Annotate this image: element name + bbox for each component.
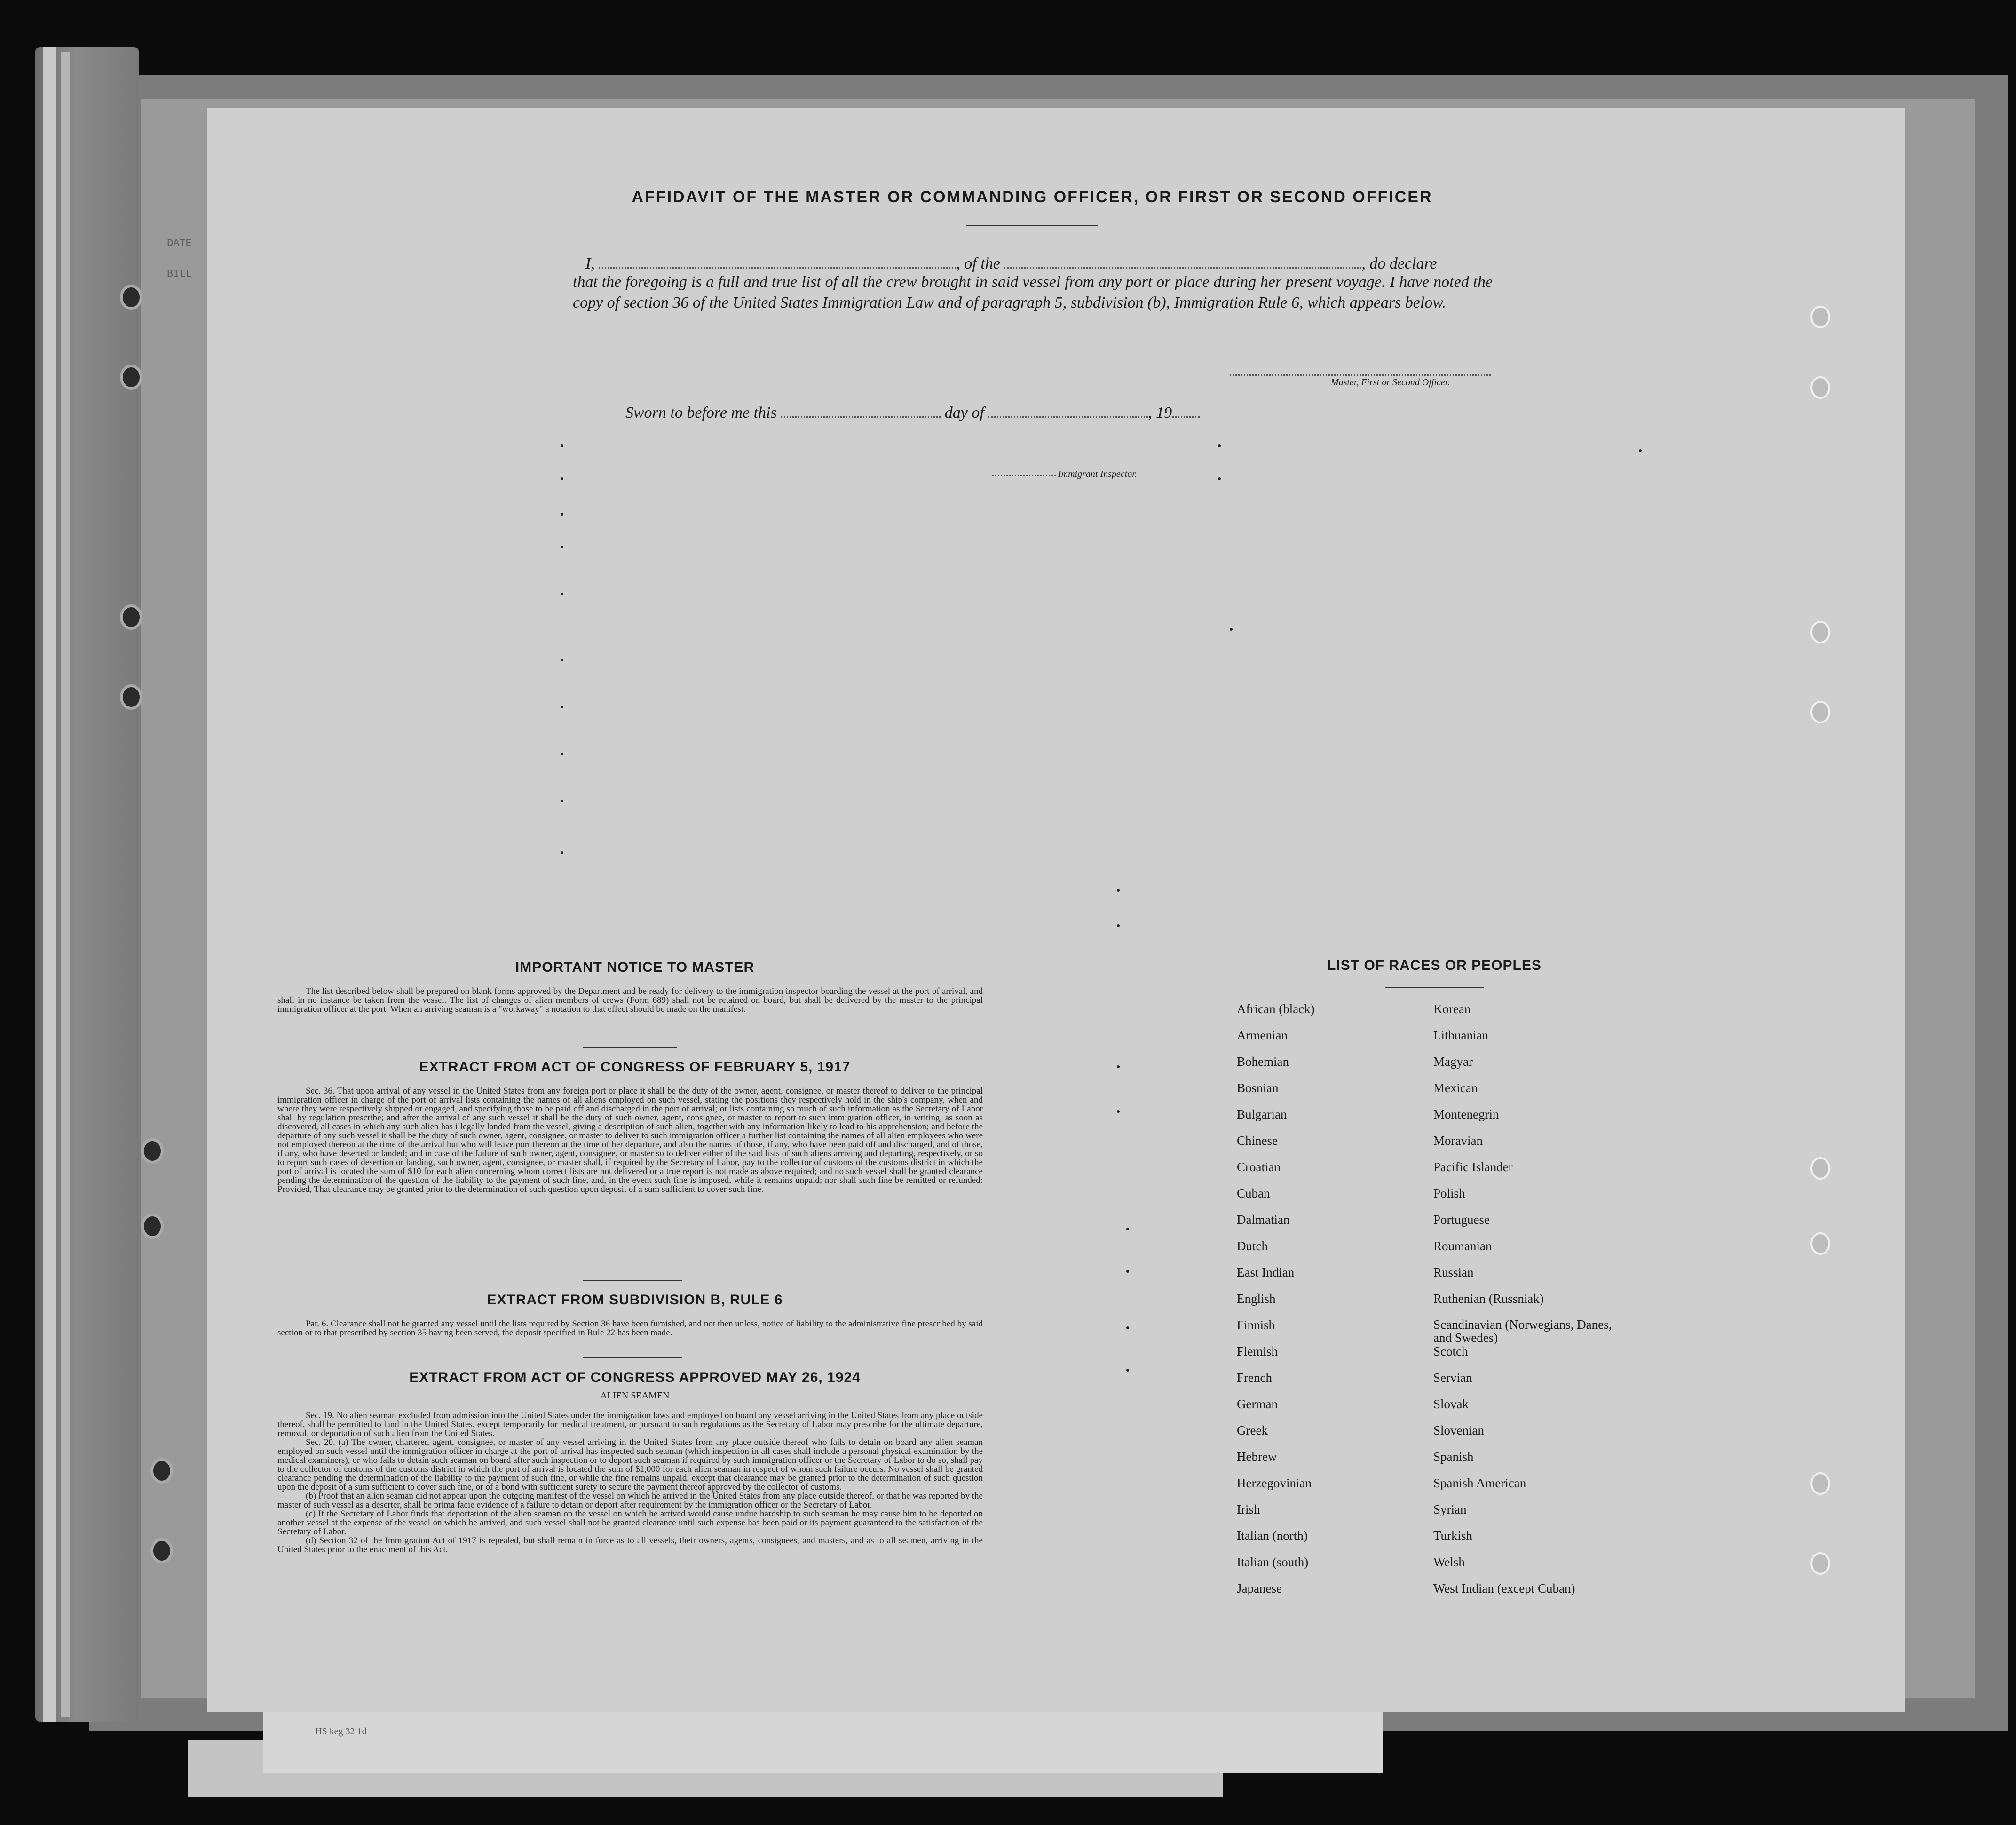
extract-1924-paragraph: Sec. 19. No alien seaman excluded from admission into the United States under the immigration laws and employed on board any vessel arriving in the United States from any place outside thereof, shall be permitted to land in the United States, except temporarily for medical treatment, or pursuant to such regulations as the Secretary of Labor may prescribe for the ultimate departure, removal, or deportation of such alien from the United States. xyxy=(277,1411,983,1438)
extract-1917-title: EXTRACT FROM ACT OF CONGRESS OF FEBRUARY 5, 1917 xyxy=(419,1059,851,1075)
affidavit-title: AFFIDAVIT OF THE MASTER OR COMMANDING OFFICER, OR FIRST OR SECOND OFFICER xyxy=(632,188,1433,206)
do-declare-label: , do declare xyxy=(1361,255,1437,272)
punch-hole xyxy=(1810,376,1830,399)
day-of-label: day of xyxy=(944,404,984,421)
race-left: Bulgarian xyxy=(1237,1107,1287,1121)
race-left: Hebrew xyxy=(1237,1450,1277,1464)
punch-hole xyxy=(1810,701,1830,723)
sworn-label: Sworn to before me this xyxy=(625,404,777,421)
name-blank[interactable] xyxy=(599,254,956,269)
speck xyxy=(561,593,563,595)
speck xyxy=(1126,1270,1129,1273)
declaration-line xyxy=(585,254,1437,273)
race-right: Syrian xyxy=(1433,1502,1467,1516)
speck xyxy=(1126,1369,1129,1372)
race-left: Italian (south) xyxy=(1237,1555,1309,1569)
binder-hole xyxy=(120,365,142,390)
punch-hole xyxy=(1810,1552,1830,1575)
race-right: Lithuanian xyxy=(1433,1028,1488,1042)
speck xyxy=(561,444,563,447)
race-right: Korean xyxy=(1433,1002,1471,1016)
race-left: Armenian xyxy=(1237,1028,1288,1042)
notice-paragraph: The list described below shall be prepared on blank forms approved by the Department and be ready for delivery to the immigration inspector boarding the vessel at the port of arrival, and shall in no instance be taken from the vessel. The list of changes of alien members of crews (Form 689) shall not be retained on board, but shall be delivered by the master to the principal immigration officer at the port. When an arriving seaman is a "workaway" a notation to that effect should be made on the manifest. xyxy=(277,986,983,1014)
speck xyxy=(1230,628,1233,631)
race-right: Ruthenian (Russniak) xyxy=(1433,1292,1544,1306)
notice-text xyxy=(277,987,983,1014)
race-left: Dalmatian xyxy=(1237,1213,1290,1227)
punch-hole xyxy=(1810,306,1830,328)
race-row xyxy=(1237,1318,1660,1344)
speck xyxy=(1218,477,1221,480)
race-left: Croatian xyxy=(1237,1160,1281,1174)
divider xyxy=(1385,987,1484,988)
binder-strip xyxy=(43,47,56,1722)
binder-hole xyxy=(150,1538,173,1563)
punch-hole xyxy=(1810,1472,1830,1495)
race-row xyxy=(1237,1160,1660,1186)
divider xyxy=(583,1047,677,1048)
race-row xyxy=(1237,1081,1660,1107)
binder-hole xyxy=(120,604,142,630)
divider xyxy=(583,1357,682,1358)
sworn-line xyxy=(625,403,1200,422)
speck xyxy=(561,851,563,854)
speck xyxy=(561,706,563,708)
title-rule xyxy=(966,225,1098,226)
race-row xyxy=(1237,1450,1660,1476)
speck xyxy=(1117,889,1120,892)
race-row xyxy=(1237,1581,1660,1608)
race-left: Cuban xyxy=(1237,1186,1270,1200)
race-right: Moravian xyxy=(1433,1134,1483,1148)
extract-1917-paragraph: Sec. 36. That upon arrival of any vessel in the United States from any foreign port or place it shall be the duty of the owner, agent, consignee, or master thereof to deliver to the principal immigration officer in charge of the port of arrival lists containing the names of all aliens employed on such vessel, stating the positions they respectively hold in the ship's company, when and where they were respectively shipped or engaged, and specifying those to be paid off and discharged in the port of arrival; or lists containing so much of such information as the Secretary of Labor shall by regulation prescribe; and after the arrival of any such vessel it shall be the duty of such owner, agent, consignee, or master to report to such immigration officer, in writing, as soon as discovered, all cases in which any such alien has illegally landed from the vessel, giving a description of such alien, together with any information likely to lead to his apprehension; and before the departure of any such vessel it shall be the duty of such owner, agent, consignee, or master to deliver to such immigration officer a further list containing the names of all alien employees who were not employed thereon at the time of the arrival but who will leave port thereon at the time of her departure, and also the names of those, if any, who have been paid off and discharged, and of those, if any, who have deserted or landed; and in case of the failure of such owner, agent, consignee, or master so to deliver either of the said lists of such aliens arriving and departing, respectively, or so to report such cases of desertion or landing, such owner, agent, consignee, or master shall, if required by the Secretary of Labor, pay to the collector of customs of the customs district in which the port of arrival is located the sum of $10 for each alien concerning whom correct lists are not delivered or a true report is not made as above required; and no such vessel shall be granted clearance pending the determination of the question of the liability to the payment of such fine, and, in the event such fine is imposed, while it remains unpaid; nor shall such fine be remitted or refunded: Provided, That clearance may be granted prior to the determination of such question upon deposit of a sum sufficient to cover such fine. xyxy=(277,1086,983,1194)
race-left: English xyxy=(1237,1292,1276,1306)
of-the-label: , of the xyxy=(956,255,1000,272)
race-left: Bohemian xyxy=(1237,1055,1289,1069)
extract-1924-paragraph: Sec. 20. (a) The owner, charterer, agent, consignee, or master of any vessel arriving in the United States from any place outside thereof who fails to detain on board any alien seaman employed on such vessel until the immigration officer in charge at the port of arrival has inspected such seaman (which inspection in all cases shall include a personal physical examination by the medical examiners), or who fails to detain such seaman on board after such inspection or to deport such seaman if required by such immigration officer or the Secretary of Labor to do so, shall pay to the collector of customs of the customs district in which the port of arrival is located the sum of $1,000 for each alien seaman in respect of whom such failure occurs. No vessel shall be granted clearance pending the determination of the liability to the payment of such fine, or while the fine remains unpaid, except that clearance may be granted prior to the determination of such question upon the deposit of a sum sufficient to cover such fine, or of a bond with sufficient surety to secure the payment thereof approved by the collector of customs. xyxy=(277,1437,983,1492)
binder-hole xyxy=(150,1458,173,1484)
race-row xyxy=(1237,1397,1660,1423)
race-row xyxy=(1237,1239,1660,1265)
punch-hole xyxy=(1810,621,1830,643)
year-label: , 19 xyxy=(1148,404,1172,421)
race-row xyxy=(1237,1186,1660,1213)
extract-1917-text xyxy=(277,1087,983,1194)
race-right: Montenegrin xyxy=(1433,1107,1499,1121)
race-row xyxy=(1237,1002,1660,1028)
race-row xyxy=(1237,1055,1660,1081)
race-row xyxy=(1237,1028,1660,1055)
ghost-text-bill: BILL xyxy=(167,268,192,280)
race-right: Turkish xyxy=(1433,1529,1473,1543)
bottom-slip xyxy=(263,1703,1383,1773)
inspector-label: Immigrant Inspector. xyxy=(1058,469,1137,479)
race-row xyxy=(1237,1213,1660,1239)
race-left: African (black) xyxy=(1237,1002,1315,1016)
divider xyxy=(583,1280,682,1281)
race-row xyxy=(1237,1476,1660,1502)
extract-rule6-title: EXTRACT FROM SUBDIVISION B, RULE 6 xyxy=(487,1292,783,1308)
race-left: Greek xyxy=(1237,1423,1268,1437)
race-right: Servian xyxy=(1433,1371,1472,1385)
extract-1924-paragraph: (d) Section 32 of the Immigration Act of 1917 is repealed, but shall remain in force as to all vessels, their owners, agents, consignees, and masters, and as to all seamen, arriving in the United States prior to the enactment of this Act. xyxy=(277,1536,983,1555)
race-right: Russian xyxy=(1433,1265,1474,1279)
speck xyxy=(1117,1110,1120,1113)
binder-hole xyxy=(141,1138,164,1164)
notice-title: IMPORTANT NOTICE TO MASTER xyxy=(515,960,755,975)
race-left: Finnish xyxy=(1237,1318,1275,1332)
race-row xyxy=(1237,1529,1660,1555)
race-row xyxy=(1237,1371,1660,1397)
race-left: French xyxy=(1237,1371,1272,1385)
year-blank[interactable] xyxy=(1172,403,1200,418)
race-right: Slovenian xyxy=(1433,1423,1484,1437)
extract-1924-subtitle: ALIEN SEAMEN xyxy=(600,1390,670,1401)
vessel-blank[interactable] xyxy=(1004,254,1361,269)
speck xyxy=(1218,444,1221,447)
race-right: Pacific Islander xyxy=(1433,1160,1513,1174)
race-left: Dutch xyxy=(1237,1239,1268,1253)
race-left: Italian (north) xyxy=(1237,1529,1308,1543)
extract-1924-paragraph: (b) Proof that an alien seaman did not appear upon the outgoing manifest of the vessel on which he arrived in the United States from any place outside thereof, or that he was reported by the master of such vessel as a deserter, shall be prima facie evidence of a failure to detain or deport after requirement by the immigration officer or the Secretary of Labor. xyxy=(277,1491,983,1510)
race-right: Welsh xyxy=(1433,1555,1465,1569)
i-label: I, xyxy=(585,255,595,272)
speck xyxy=(1639,449,1642,452)
race-row xyxy=(1237,1344,1660,1371)
speck xyxy=(1126,1228,1129,1230)
race-row xyxy=(1237,1502,1660,1529)
extract-rule6-text xyxy=(277,1319,983,1337)
extract-1924-text xyxy=(277,1411,983,1554)
punch-hole xyxy=(1810,1232,1830,1255)
race-row xyxy=(1237,1423,1660,1450)
speck xyxy=(561,659,563,661)
speck xyxy=(1117,924,1120,927)
race-left: Herzegovinian xyxy=(1237,1476,1312,1490)
speck xyxy=(561,513,563,516)
race-row xyxy=(1237,1555,1660,1581)
speck xyxy=(561,800,563,802)
race-left: East Indian xyxy=(1237,1265,1295,1279)
speck xyxy=(561,753,563,755)
race-right: Spanish American xyxy=(1433,1476,1526,1490)
race-right: Mexican xyxy=(1433,1081,1478,1095)
race-left: German xyxy=(1237,1397,1278,1411)
day-blank[interactable] xyxy=(781,403,941,418)
race-right: Slovak xyxy=(1433,1397,1469,1411)
race-left: Japanese xyxy=(1237,1581,1282,1595)
month-blank[interactable] xyxy=(988,403,1148,418)
race-right: Spanish xyxy=(1433,1450,1474,1464)
race-right: Scotch xyxy=(1433,1344,1468,1358)
race-right: Scandinavian (Norwegians, Danes, and Swedes) xyxy=(1433,1317,1612,1345)
extract-rule6-paragraph: Par. 6. Clearance shall not be granted any vessel until the lists required by Section 36 have been furnished, and not then unless, notice of liability to the administrative fine prescribed by said section or to that prescribed by section 35 having been served, the deposit specified in Rule 22 has been made. xyxy=(277,1319,983,1338)
signature-line[interactable] xyxy=(1230,366,1491,378)
race-left: Bosnian xyxy=(1237,1081,1279,1095)
race-right: Roumanian xyxy=(1433,1239,1492,1253)
binder-hole xyxy=(120,684,142,710)
race-row xyxy=(1237,1292,1660,1318)
speck xyxy=(561,477,563,480)
speck xyxy=(561,546,563,548)
race-left: Flemish xyxy=(1237,1344,1278,1358)
race-left: Chinese xyxy=(1237,1134,1278,1148)
binder-strip-inner xyxy=(61,52,70,1717)
slip-text: HS keg 32 1d xyxy=(315,1726,367,1737)
race-right: West Indian (except Cuban) xyxy=(1433,1581,1575,1595)
race-right: Magyar xyxy=(1433,1055,1473,1069)
race-row xyxy=(1237,1265,1660,1292)
race-row xyxy=(1237,1107,1660,1134)
punch-hole xyxy=(1810,1157,1830,1180)
declaration-paragraph: that the foregoing is a full and true list of all the crew brought in said vessel from any port or place during her present voyage. I have noted the copy of section 36 of the United States Immigration Law and of paragraph 5, subdivision (b), Immigration Rule 6, which appears below. xyxy=(573,273,1493,311)
binder-hole xyxy=(120,285,142,310)
race-right: Polish xyxy=(1433,1186,1465,1200)
signature-label: Master, First or Second Officer. xyxy=(1331,377,1450,388)
extract-1924-title: EXTRACT FROM ACT OF CONGRESS APPROVED MAY 26, 1924 xyxy=(409,1370,861,1385)
extract-1924-paragraph: (c) If the Secretary of Labor finds that deportation of the alien seaman on the vessel on which he arrived would cause undue hardship to such seaman he may cause him to be deported on another vessel at the expense of the vessel on which he arrived, and such vessel shall not be granted clearance until such expense has been paid or its payment guaranteed to the satisfaction of the Secretary of Labor. xyxy=(277,1509,983,1537)
race-left: Irish xyxy=(1237,1502,1260,1516)
speck xyxy=(1126,1326,1129,1329)
inspector-line[interactable] xyxy=(992,468,1056,478)
speck xyxy=(1117,1065,1120,1068)
ghost-text-date: DATE xyxy=(167,238,192,249)
binder-hole xyxy=(141,1214,164,1239)
race-right: Portuguese xyxy=(1433,1213,1490,1227)
race-row xyxy=(1237,1134,1660,1160)
races-title: LIST OF RACES OR PEOPLES xyxy=(1327,958,1542,973)
